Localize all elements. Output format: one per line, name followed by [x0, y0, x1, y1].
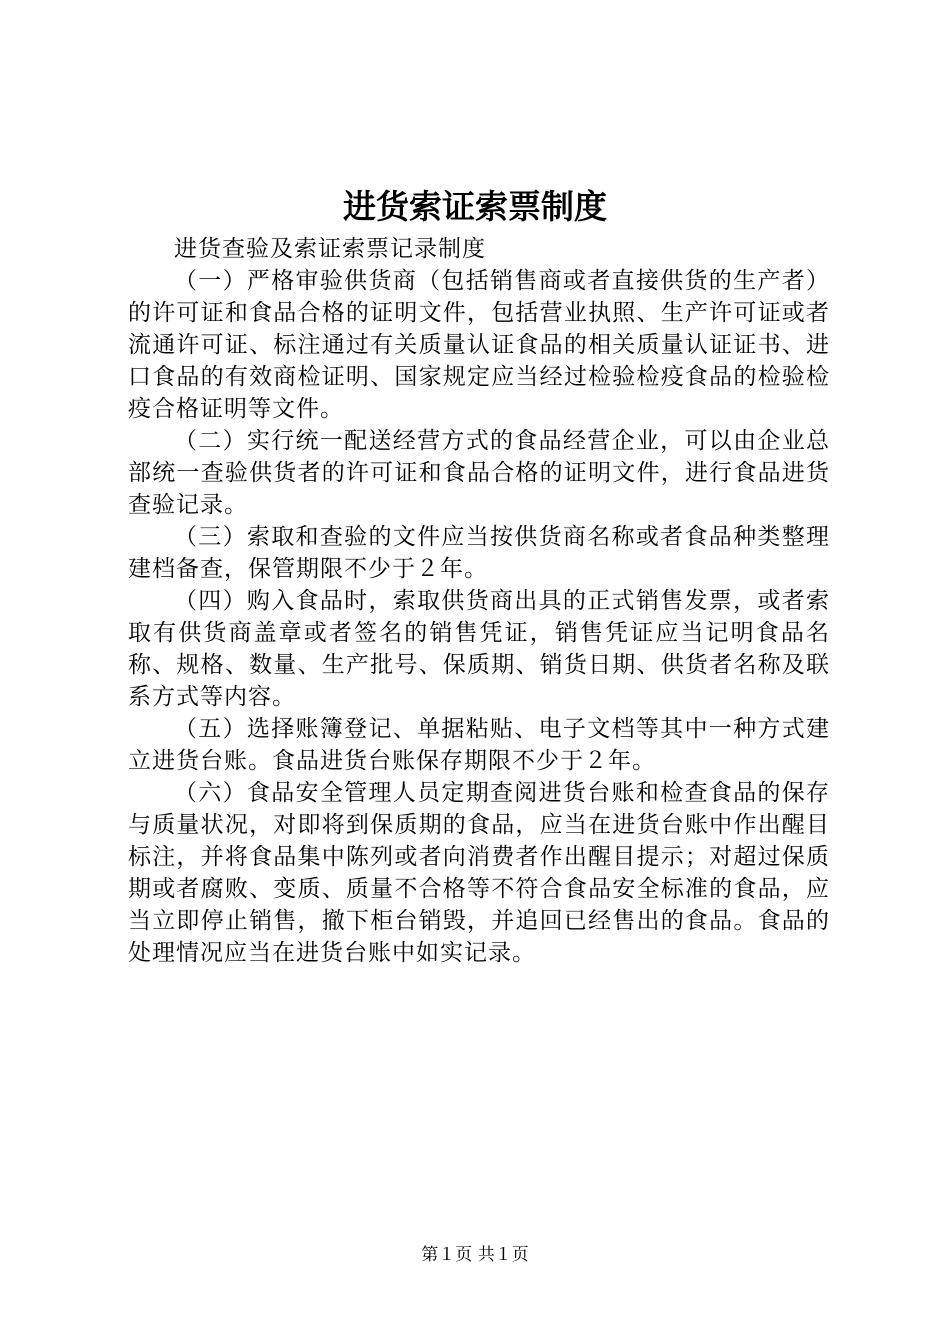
document-subtitle: 进货查验及索证索票记录制度	[174, 236, 486, 262]
paragraph-4: （四）购入食品时，索取供货商出具的正式销售发票，或者索取有供货商盖章或者签名的销售凭证，销售凭证应当记明食品名称、规格、数量、生产批号、保质期、销货日期、供货者名称及联系方式等内容。	[128, 588, 830, 710]
paragraph-3: （三）索取和查验的文件应当按供货商名称或者食品种类整理建档备查，保管期限不少于２年。	[128, 524, 830, 582]
paragraph-2: （二）实行统一配送经营方式的食品经营企业，可以由企业总部统一查验供货者的许可证和食品合格的证明文件，进行食品进货查验记录。	[128, 428, 830, 518]
page-footer: 第１页 共１页	[421, 1245, 529, 1265]
page-title: 进货索证索票制度	[343, 187, 607, 226]
paragraph-5: （五）选择账簿登记、单据粘贴、电子文档等其中一种方式建立进货台账。食品进货台账保存期限不少于２年。	[128, 716, 830, 774]
paragraph-1: （一）严格审验供货商（包括销售商或者直接供货的生产者）的许可证和食品合格的证明文件，包括营业执照、生产许可证或者流通许可证、标注通过有关质量认证食品的相关质量认证证书、进口食品的有效商检证明、国家规定应当经过检验检疫食品的检验检疫合格证明等文件。	[128, 268, 830, 422]
paragraph-6: （六）食品安全管理人员定期查阅进货台账和检查食品的保存与质量状况，对即将到保质期的食品，应当在进货台账中作出醒目标注，并将食品集中陈列或者向消费者作出醒目提示；对超过保质期或者腐败、变质、质量不合格等不符合食品安全标准的食品，应当立即停止销售，撤下柜台销毁，并追回已经售出的食品。食品的处理情况应当在进货台账中如实记录。	[128, 780, 830, 966]
document-body	[128, 233, 830, 969]
